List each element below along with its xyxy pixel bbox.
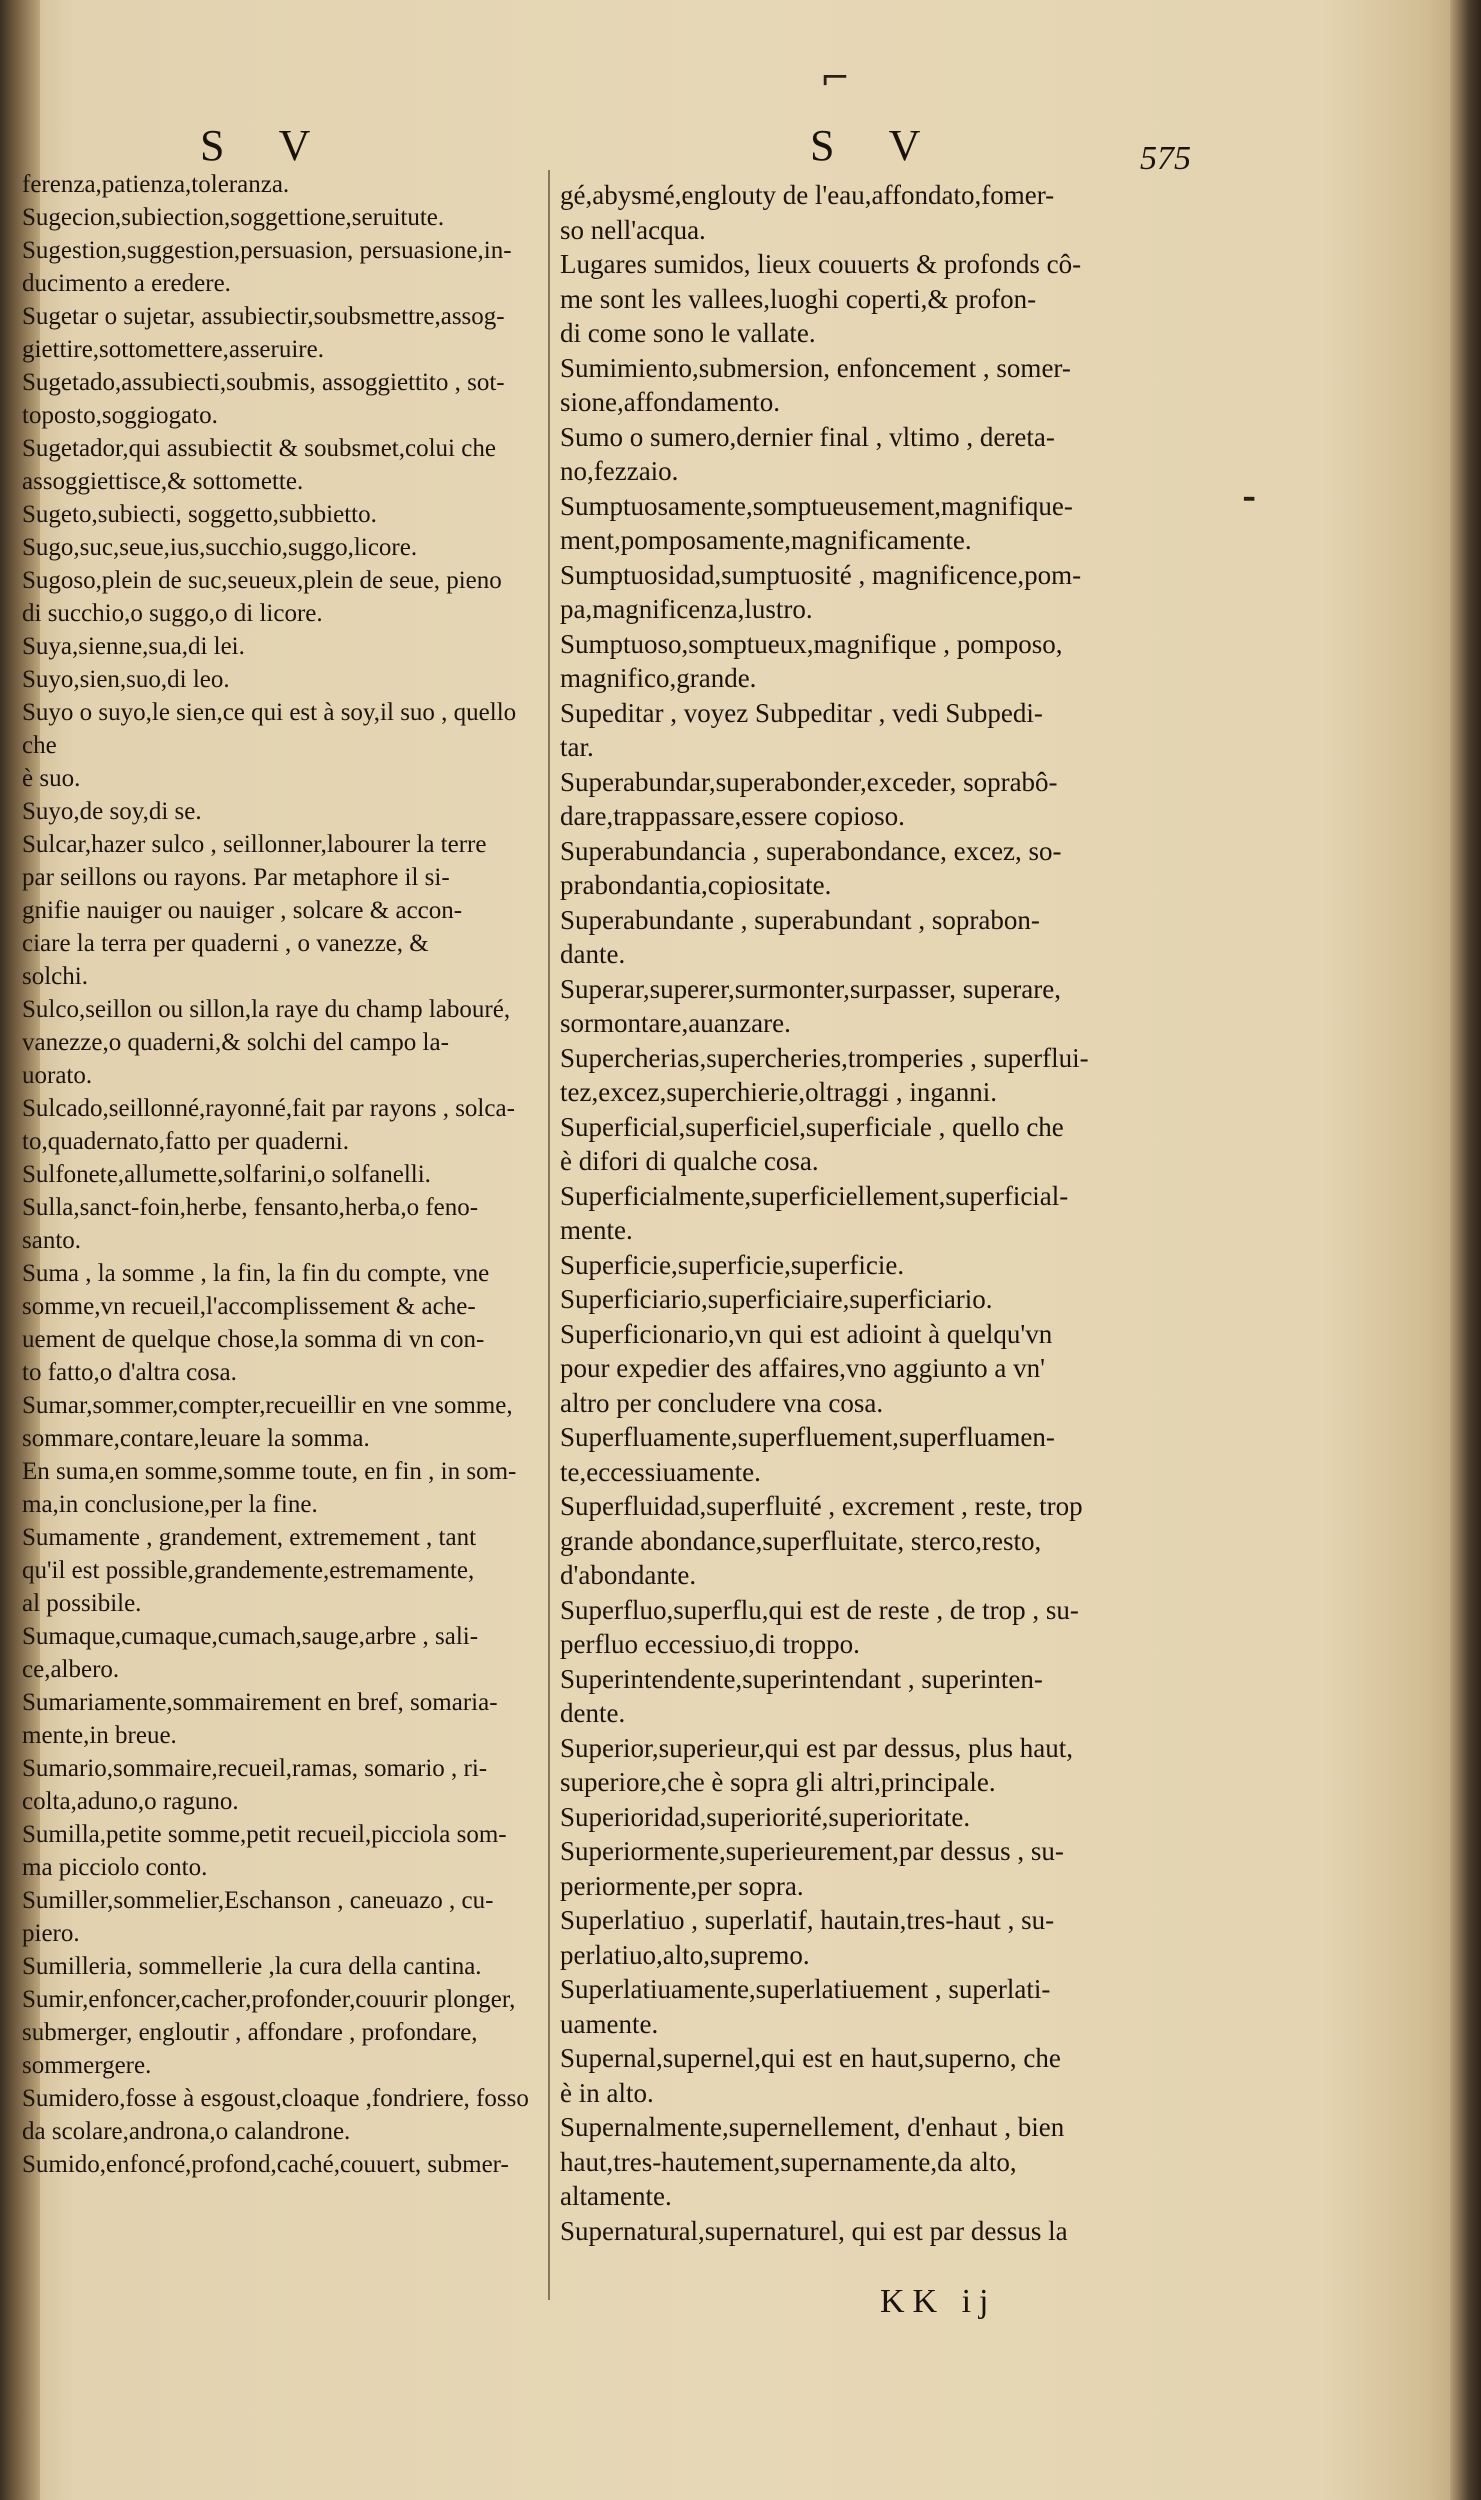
right-column-line: Superintendente,superintendant , superinten- bbox=[560, 1663, 1043, 1694]
right-column-line: uamente. bbox=[560, 2008, 659, 2039]
right-column-line: gé,abysmé,englouty de l'eau,affondato,fomer- bbox=[560, 180, 1055, 210]
left-column-line: sommare,contare,leuare la somma. bbox=[22, 1425, 370, 1452]
right-column-line: perlatiuo,alto,supremo. bbox=[560, 1939, 810, 1970]
left-column-line: submerger, engloutir , affondare , profondare, bbox=[22, 2019, 478, 2046]
right-column-line: grande abondance,superfluitate, sterco,resto, bbox=[560, 1525, 1042, 1556]
left-column-line: ce,albero. bbox=[22, 1656, 120, 1683]
left-column-line: Sumariamente,sommairement en bref, somaria- bbox=[22, 1689, 498, 1716]
right-column-line: è difori di qualche cosa. bbox=[560, 1146, 819, 1176]
right-column-line: Sumo o sumero,dernier final , vltimo , dereta- bbox=[560, 421, 1055, 452]
left-column-line: qu'il est possible,grandemente,estremamente, bbox=[22, 1557, 475, 1584]
left-column-line: Suyo o suyo,le sien,ce qui est à soy,il suo , quello che bbox=[22, 699, 517, 759]
right-column-line: Superficial,superficiel,superficiale , quello che bbox=[560, 1111, 1064, 1142]
right-column-line: Superar,superer,surmonter,surpasser, superare, bbox=[560, 973, 1061, 1004]
right-column-line: Superioridad,superiorité,superioritate. bbox=[560, 1801, 971, 1832]
right-column-line: me sont les vallees,luoghi coperti,& profon- bbox=[560, 283, 1037, 314]
left-column-line: colta,aduno,o raguno. bbox=[22, 1788, 239, 1815]
right-column-line: Sumimiento,submersion, enfoncement , somer- bbox=[560, 352, 1071, 383]
left-column-line: Sugeto,subiecti, soggetto,subbietto. bbox=[22, 501, 377, 528]
left-column-line: Sumiller,sommelier,Eschanson , caneuazo , cu- bbox=[22, 1887, 494, 1914]
right-column-line: Supeditar , voyez Subpeditar , vedi Subpedi- bbox=[560, 697, 1043, 728]
left-column-line: Sulco,seillon ou sillon,la raye du champ labouré, bbox=[22, 996, 511, 1023]
left-column-line: santo. bbox=[22, 1227, 82, 1254]
left-column-line: par seillons ou rayons. Par metaphore il si- bbox=[22, 864, 450, 891]
left-column-line: Suyo,sien,suo,di leo. bbox=[22, 666, 230, 693]
right-column-line: Superiormente,superieurement,par dessus , su- bbox=[560, 1836, 1064, 1866]
left-column-line: giettire,sottomettere,asseruire. bbox=[22, 336, 324, 363]
running-head-left: S V bbox=[200, 121, 333, 170]
right-column-line: tez,excez,superchierie,oltraggi , inganni. bbox=[560, 1077, 998, 1107]
right-column-line: magnifico,grande. bbox=[560, 663, 757, 693]
signature-mark: KK ij bbox=[880, 2283, 997, 2320]
right-column-line: altamente. bbox=[560, 2181, 672, 2211]
page-edge bbox=[1450, 0, 1481, 2500]
left-column-line: somme,vn recueil,l'accomplissement & ache- bbox=[22, 1293, 476, 1320]
right-column-line: Sumptuoso,somptueux,magnifique , pomposo, bbox=[560, 628, 1063, 659]
left-column-line: Sumidero,fosse à esgoust,cloaque ,fondriere, fosso bbox=[22, 2085, 529, 2112]
left-column-line: to fatto,o d'altra cosa. bbox=[22, 1359, 237, 1386]
left-column-line: Sugetar o sujetar, assubiectir,soubsmettre,assog- bbox=[22, 303, 505, 330]
left-column-line: mente,in breue. bbox=[22, 1722, 177, 1749]
left-column-line: Sugestion,suggestion,persuasion, persuasione,in- bbox=[22, 237, 512, 264]
left-column-line: Sumaque,cumaque,cumach,sauge,arbre , sali- bbox=[22, 1623, 479, 1650]
left-column bbox=[22, 168, 542, 2181]
right-column-line: prabondantia,copiositate. bbox=[560, 870, 832, 900]
right-column-line: tar. bbox=[560, 732, 594, 762]
ink-fleck-mark: ⁃ bbox=[1240, 480, 1258, 521]
right-column-line: Superficie,superficie,superficie. bbox=[560, 1249, 905, 1280]
left-column-line: Sugoso,plein de suc,seueux,plein de seue, pieno bbox=[22, 567, 502, 594]
right-column-line: pa,magnificenza,lustro. bbox=[560, 594, 813, 624]
right-column-line: periormente,per sopra. bbox=[560, 1870, 804, 1901]
left-column-line: Sumario,sommaire,recueil,ramas, somario , ri- bbox=[22, 1755, 488, 1782]
right-column-line: Superior,superieur,qui est par dessus, plus haut, bbox=[560, 1732, 1073, 1763]
left-column-line: gnifie nauiger ou nauiger , solcare & accon- bbox=[22, 897, 463, 924]
left-column-line: da scolare,androna,o calandrone. bbox=[22, 2118, 351, 2145]
left-column-line: En suma,en somme,somme toute, en fin , in som- bbox=[22, 1458, 517, 1485]
right-column-line: haut,tres-hautement,supernamente,da alto, bbox=[560, 2146, 1017, 2177]
left-column-line: Sugo,suc,seue,ius,succhio,suggo,licore. bbox=[22, 534, 418, 561]
left-column-line: è suo. bbox=[22, 765, 81, 792]
right-column-line: Superabundar,superabonder,exceder, soprabô- bbox=[560, 766, 1058, 797]
column-rule bbox=[548, 170, 550, 2300]
right-column-line: d'abondante. bbox=[560, 1560, 697, 1590]
left-column-line: toposto,soggiogato. bbox=[22, 402, 218, 429]
right-column-line: altro per concludere vna cosa. bbox=[560, 1387, 884, 1418]
right-column-line: pour expedier des affaires,vno aggiunto a vn' bbox=[560, 1353, 1045, 1383]
left-column-line: uorato. bbox=[22, 1062, 93, 1089]
right-column-line: superiore,che è sopra gli altri,principale. bbox=[560, 1767, 996, 1797]
left-column-line: to,quadernato,fatto per quaderni. bbox=[22, 1128, 349, 1155]
left-column-line: sommergere. bbox=[22, 2052, 152, 2079]
left-column-line: Sugetado,assubiecti,soubmis, assoggiettito , sot- bbox=[22, 369, 505, 396]
folio-number: 575 bbox=[1140, 140, 1191, 177]
left-column-line: uement de quelque chose,la somma di vn con- bbox=[22, 1326, 485, 1353]
right-column-line: Supernalmente,supernellement, d'enhaut , bien bbox=[560, 2112, 1065, 2142]
right-column-line: Supercherias,supercheries,tromperies , superflui- bbox=[560, 1042, 1089, 1073]
right-column-line: dare,trappassare,essere copioso. bbox=[560, 801, 905, 831]
left-column-line: Suyo,de soy,di se. bbox=[22, 798, 202, 825]
left-column-line: Sumilleria, sommellerie ,la cura della cantina. bbox=[22, 1953, 482, 1980]
right-column-line: mente. bbox=[560, 1215, 633, 1245]
right-column-line: Superfluamente,superfluement,superfluamen- bbox=[560, 1422, 1055, 1452]
left-column-line: al possibile. bbox=[22, 1590, 142, 1617]
left-column-line: Suya,sienne,sua,di lei. bbox=[22, 633, 245, 660]
left-column-line: ducimento a eredere. bbox=[22, 270, 231, 297]
right-column-line: Sumptuosamente,somptueusement,magnifique- bbox=[560, 490, 1073, 521]
left-column-line: solchi. bbox=[22, 963, 88, 990]
left-column-line: Sugetador,qui assubiectit & soubsmet,colui che bbox=[22, 435, 496, 462]
right-column-line: Superficionario,vn qui est adioint à quelqu'vn bbox=[560, 1318, 1053, 1349]
left-column-line: ciare la terra per quaderni , o vanezze, & bbox=[22, 930, 429, 957]
left-column-line: Sulfonete,allumette,solfarini,o solfanelli. bbox=[22, 1161, 431, 1188]
right-column bbox=[560, 178, 1200, 2248]
left-column-line: Sumilla,petite somme,petit recueil,picciola som- bbox=[22, 1821, 507, 1848]
right-column-line: perfluo eccessiuo,di troppo. bbox=[560, 1629, 860, 1659]
right-column-line: dente. bbox=[560, 1698, 626, 1728]
left-column-line: ma,in conclusione,per la fine. bbox=[22, 1491, 318, 1518]
left-column-line: Sumar,sommer,compter,recueillir en vne somme, bbox=[22, 1392, 513, 1419]
left-column-line: Sulla,sanct-foin,herbe, fensanto,herba,o feno- bbox=[22, 1194, 479, 1221]
right-column-line: so nell'acqua. bbox=[560, 214, 706, 245]
left-column-line: Sulcar,hazer sulco , seillonner,labourer la terre bbox=[22, 831, 487, 858]
right-column-line: Supernal,supernel,qui est en haut,superno, che bbox=[560, 2043, 1061, 2073]
right-column-line: ment,pomposamente,magnificamente. bbox=[560, 525, 972, 555]
right-column-line: Superlatiuamente,superlatiuement , superlati- bbox=[560, 1974, 1051, 2004]
right-column-line: no,fezzaio. bbox=[560, 456, 679, 486]
left-column-line: Suma , la somme , la fin, la fin du compte, vne bbox=[22, 1260, 490, 1287]
right-column-line: Superlatiuo , superlatif, hautain,tres-haut , su- bbox=[560, 1905, 1055, 1935]
right-column-line: sione,affondamento. bbox=[560, 387, 780, 417]
left-column-line: Sumir,enfoncer,cacher,profonder,couurir plonger, bbox=[22, 1986, 516, 2013]
right-column-line: Superabundante , superabundant , soprabon- bbox=[560, 904, 1040, 935]
right-column-line: Superfluo,superflu,qui est de reste , de trop , su- bbox=[560, 1594, 1079, 1625]
left-column-line: piero. bbox=[22, 1920, 80, 1947]
left-column-line: di succhio,o suggo,o di licore. bbox=[22, 600, 323, 627]
right-column-line: Superficiario,superficiaire,superficiario. bbox=[560, 1284, 993, 1314]
right-column-line: Supernatural,supernaturel, qui est par dessus la bbox=[560, 2215, 1068, 2246]
right-column-line: è in alto. bbox=[560, 2077, 654, 2108]
left-column-line: Sumamente , grandement, extremement , tant bbox=[22, 1524, 477, 1551]
left-column-line: vanezze,o quaderni,& solchi del campo la- bbox=[22, 1029, 449, 1056]
left-column-line: Sugecion,subiection,soggettione,seruitute. bbox=[22, 204, 445, 231]
right-column-line: di come sono le vallate. bbox=[560, 318, 816, 348]
left-column-line: ma picciolo conto. bbox=[22, 1854, 208, 1881]
right-column-line: sormontare,auanzare. bbox=[560, 1008, 791, 1038]
right-column-line: te,eccessiuamente. bbox=[560, 1456, 761, 1487]
ink-fleck-mark: ⌐ bbox=[820, 58, 851, 99]
right-column-line: Superabundancia , superabondance, excez, so- bbox=[560, 835, 1062, 866]
right-column-line: Superficialmente,superficiellement,superficial- bbox=[560, 1180, 1069, 1211]
left-column-line: Sulcado,seillonné,rayonné,fait par rayons , solca- bbox=[22, 1095, 515, 1122]
right-column-line: Superfluidad,superfluité , excrement , reste, trop bbox=[560, 1491, 1083, 1521]
right-column-line: dante. bbox=[560, 939, 626, 969]
left-column-line: ferenza,patienza,toleranza. bbox=[22, 171, 290, 198]
running-head-right: S V bbox=[810, 121, 943, 170]
left-column-line: Sumido,enfoncé,profond,caché,couuert, submer- bbox=[22, 2151, 509, 2178]
left-column-line: assoggiettisce,& sottomette. bbox=[22, 468, 304, 495]
right-column-line: Lugares sumidos, lieux couuerts & profonds cô- bbox=[560, 249, 1082, 279]
right-column-line: Sumptuosidad,sumptuosité , magnificence,pom- bbox=[560, 559, 1082, 590]
